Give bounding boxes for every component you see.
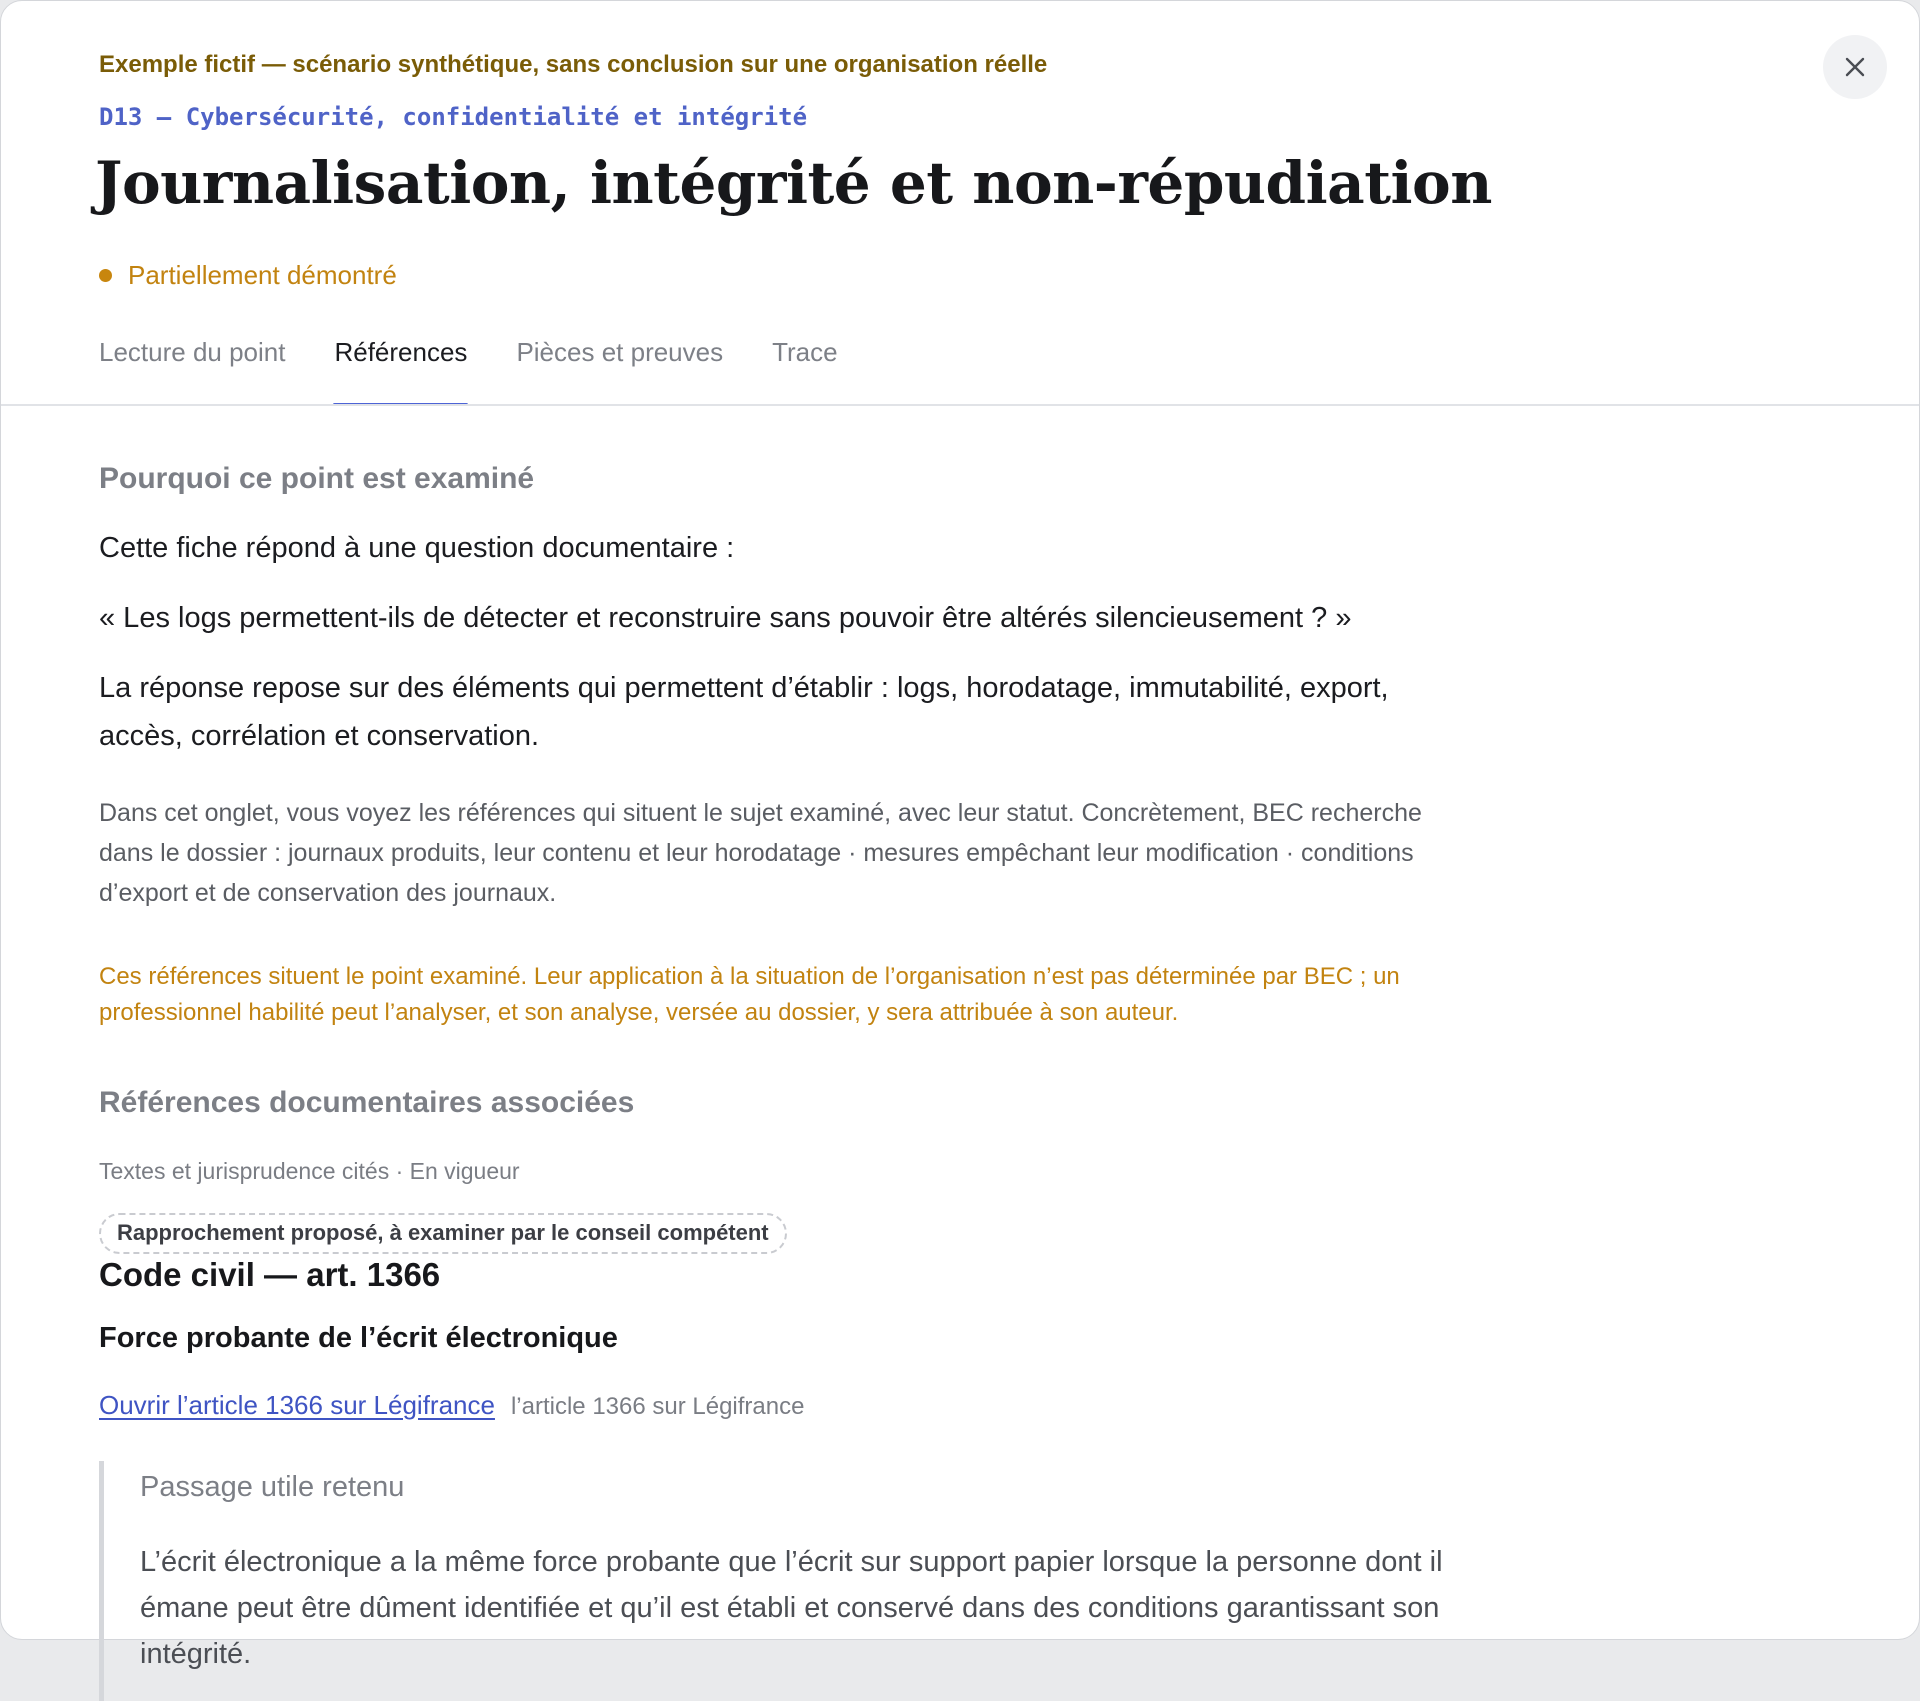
- why-intro: Cette fiche répond à une question documentaire :: [99, 532, 735, 564]
- tab-trace[interactable]: Trace: [772, 337, 838, 367]
- quote-line-1: L’écrit électronique a la même force probante que l’écrit sur support papier lorsque la personne dont il: [140, 1546, 1443, 1578]
- quote-title: Passage utile retenu: [140, 1471, 405, 1503]
- page-title: Journalisation, intégrité et non-répudiation: [95, 149, 1492, 217]
- why-explanation-line-2: dans le dossier : journaux produits, leur contenu et leur horodatage · mesures empêchant leur modification · conditions: [99, 839, 1414, 867]
- proposal-badge-wrap: [99, 1213, 787, 1254]
- references-heading: Références documentaires associées: [99, 1086, 635, 1119]
- references-meta: Textes et jurisprudence cités · En vigueur: [99, 1158, 520, 1184]
- scope-warning-line-1: Ces références situent le point examiné. Leur application à la situation de l’organisation n’est pas déterminée par BEC ; un: [99, 963, 1400, 990]
- why-answer-line-1: La réponse repose sur des éléments qui permettent d’établir : logs, horodatage, immutabilité, export,: [99, 672, 1389, 704]
- status-label: Partiellement démontré: [128, 260, 397, 290]
- why-explanation-line-3: d’export et de conservation des journaux.: [99, 879, 557, 907]
- fictional-example-notice: Exemple fictif — scénario synthétique, sans conclusion sur une organisation réelle: [99, 51, 1048, 78]
- status-dot-icon: [99, 269, 112, 282]
- proposal-badge: Rapprochement proposé, à examiner par le conseil compétent: [99, 1213, 787, 1254]
- close-button[interactable]: [1823, 35, 1887, 99]
- quote-line-3: intégrité.: [140, 1638, 252, 1670]
- dialog-header: [1, 1, 1919, 405]
- domain-label: D13 — Cybersécurité, confidentialité et intégrité: [99, 103, 808, 131]
- why-answer-line-2: accès, corrélation et conservation.: [99, 720, 540, 752]
- quote-line-2: émane peut être dûment identifiée et qu’il est établi et conservé dans des conditions garantissant son: [140, 1592, 1440, 1624]
- tab-references[interactable]: Références: [334, 337, 467, 405]
- scope-warning-line-2: professionnel habilité peut l’analyser, et son analyse, versée au dossier, y sera attribuée à son auteur.: [99, 999, 1179, 1026]
- legifrance-link-note: l’article 1366 sur Légifrance: [510, 1393, 805, 1420]
- tab-lecture-du-point[interactable]: Lecture du point: [99, 337, 286, 367]
- status-badge: [99, 260, 397, 291]
- legifrance-link-row: [99, 1390, 804, 1421]
- close-icon: [1843, 55, 1867, 79]
- useful-passage-quote: [99, 1461, 1556, 1701]
- why-question: « Les logs permettent-ils de détecter et reconstruire sans pouvoir être altérés silencieusement ? »: [99, 602, 1352, 634]
- header-divider: [1, 404, 1919, 406]
- why-explanation-line-1: Dans cet onglet, vous voyez les références qui situent le sujet examiné, avec leur statut. Concrètement, BEC recherche: [99, 799, 1422, 827]
- tab-bar: [99, 337, 887, 405]
- reference-subtitle: Force probante de l’écrit électronique: [99, 1322, 618, 1354]
- reference-title: Code civil — art. 1366: [99, 1256, 441, 1293]
- legifrance-link[interactable]: Ouvrir l’article 1366 sur Légifrance: [99, 1390, 495, 1420]
- why-heading: Pourquoi ce point est examiné: [99, 462, 535, 495]
- tab-pieces-et-preuves[interactable]: Pièces et preuves: [516, 337, 724, 367]
